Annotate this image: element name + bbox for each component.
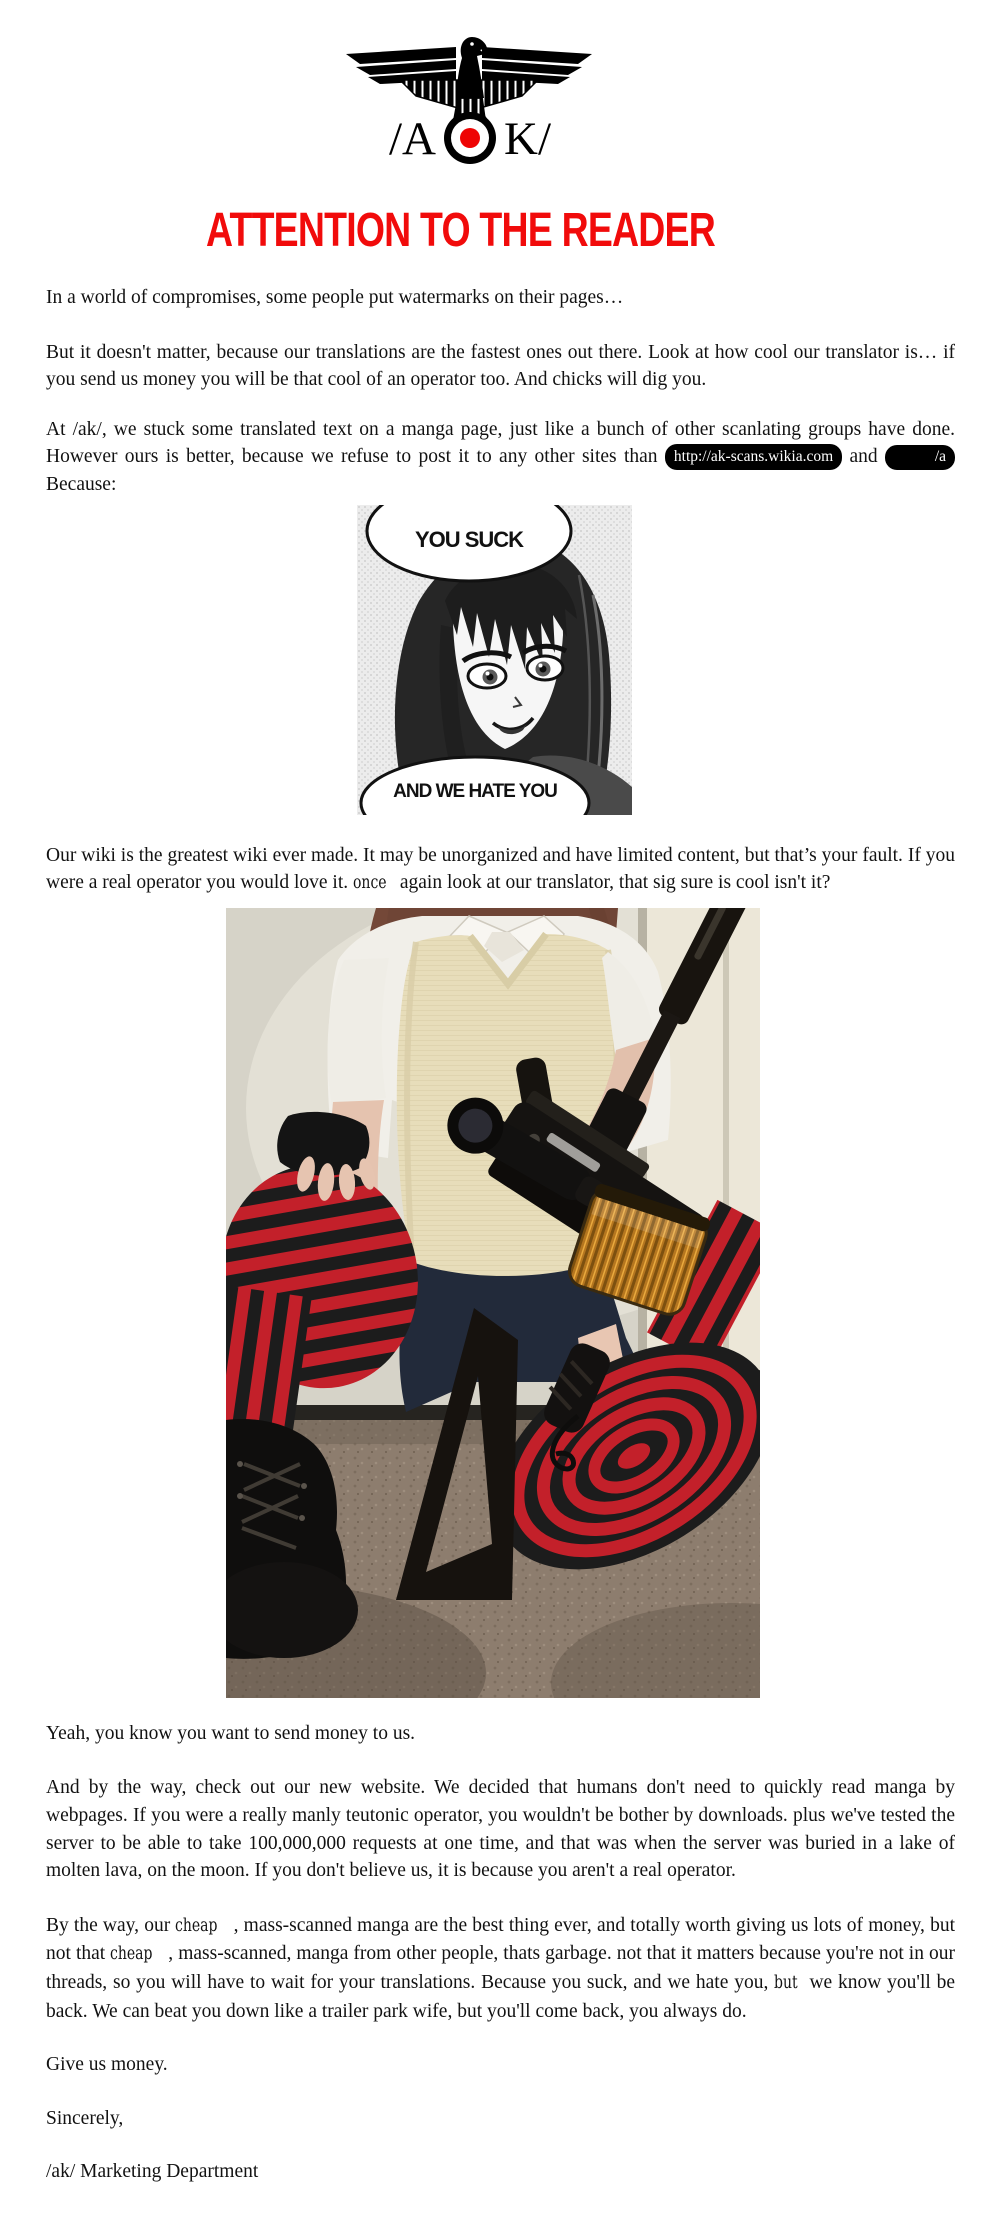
closing-sincerely: Sincerely,	[46, 2107, 124, 2129]
text-run: , mass-scanned, manga from other people, thats garbage. not that it matters because you're not in our threads, so you will have to wait for your translations. Because you suck, and we hate you,	[46, 1943, 955, 1993]
operator-photo-svg	[226, 908, 760, 1698]
edited-word: cheap	[175, 1915, 218, 1936]
text-run: Because:	[46, 473, 117, 495]
text-run: By the way, our	[46, 1914, 176, 1936]
paragraph-translations	[46, 339, 955, 394]
logo-letter-right: K/	[503, 113, 551, 165]
target-roundel-icon	[444, 112, 496, 164]
url-badge[interactable]: http://ak-scans.wikia.com	[665, 444, 842, 470]
edited-word: but	[774, 1972, 798, 1993]
paragraph-cheap-manga	[46, 1912, 955, 2025]
text-run: again look at our translator, that sig sure is cool isn't it?	[394, 872, 831, 894]
text-run: In a world of compromises, some people put watermarks on their pages…	[46, 287, 624, 308]
manga-panel-image	[357, 505, 632, 815]
text-run: But it doesn't matter, because our translations are the fastest ones out there. Look at how cool our translator is… if you send us money you will be that cool of an operator too. And chicks will dig you.	[46, 341, 955, 391]
paragraph-sites	[46, 416, 955, 499]
text-run: Our wiki is the greatest wiki ever made. It may be unorganized and have limited content, but that’s your fault. If you were a real operator you would love it.	[46, 844, 955, 894]
left-sleeve	[328, 958, 389, 1106]
page-title: ATTENTION TO THE READER	[206, 204, 715, 257]
eagle-left-wing	[346, 47, 458, 108]
paragraph-send-money	[46, 1720, 955, 1748]
eagle-roundel-icon	[344, 34, 594, 166]
paragraph-wiki	[46, 842, 955, 898]
closing-give-us-money: Give us money.	[46, 2054, 168, 2076]
manga-panel-svg	[357, 505, 632, 815]
ak-logo	[344, 34, 594, 171]
text-run: we know you'll be back. We can beat you down like a trailer park wife, but you'll come back, you always do.	[46, 1971, 955, 2022]
bubble-top-text: YOU SUCK	[414, 526, 524, 552]
bubble-bottom-text: AND WE HATE YOU	[393, 780, 557, 802]
closing-signature: /ak/ Marketing Department	[46, 2161, 259, 2183]
text-run: At /ak/, we stuck some translated text on a manga page, just like a bunch of other scanlating groups have done. However ours is better, because we refuse to post it to any other sites than	[46, 418, 955, 468]
operator-photo	[226, 908, 760, 1698]
text-run: , mass-scanned manga are the best thing ever, and totally worth giving us lots of money, but not that	[46, 1914, 955, 1965]
paragraph-website	[46, 1774, 955, 1884]
redacted-link-badge: /a	[885, 445, 955, 470]
paragraph-watermarks	[46, 284, 955, 312]
edited-word: cheap	[110, 1944, 153, 1965]
text-run: and	[842, 446, 886, 468]
logo-letter-left: /A	[388, 113, 436, 165]
edited-word: once	[353, 873, 387, 894]
text-run: Yeah, you know you want to send money to us.	[46, 1722, 416, 1744]
text-run: And by the way, check out our new website. We decided that humans don't need to quickly read manga by webpages. If you were a really manly teutonic operator, you wouldn't be bother by downloads. plus we've tested the server to be able to take 100,000,000 requests at one time, and that was when the server was buried in a lake of molten lava, on the moon. If you don't believe us, it is because you aren't a real operator.	[46, 1777, 955, 1882]
eagle-right-wing	[480, 47, 592, 108]
